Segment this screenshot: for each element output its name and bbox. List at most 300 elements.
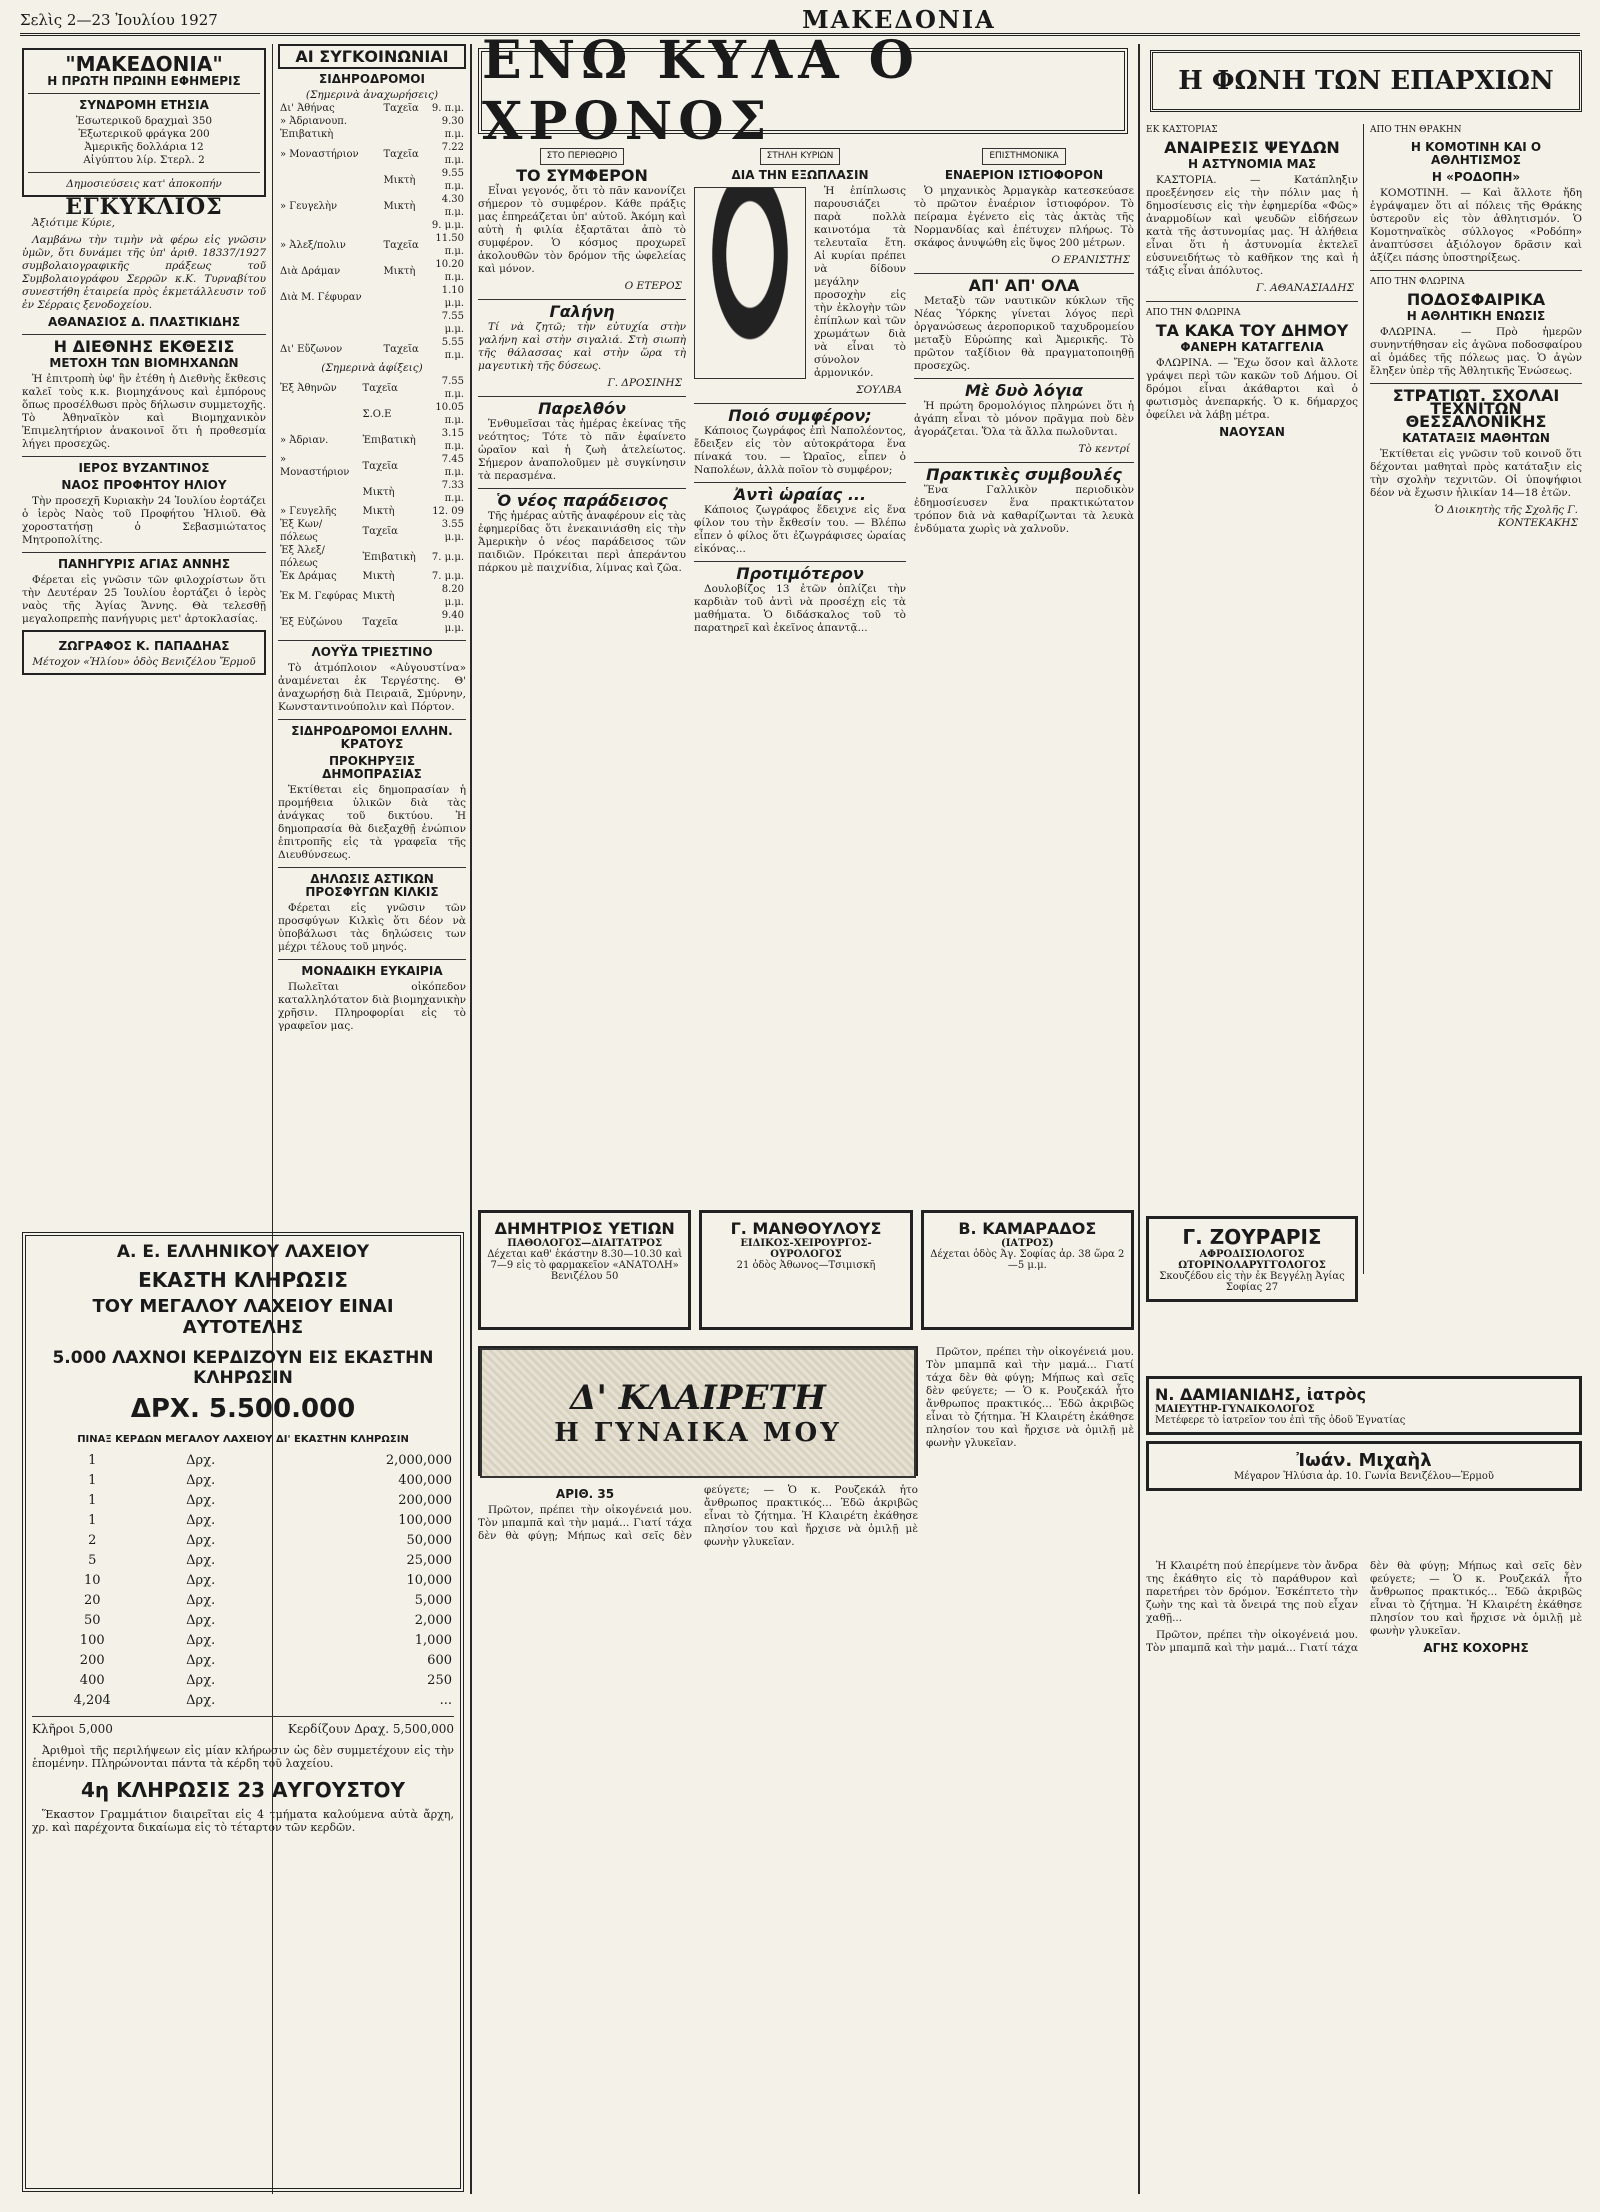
newspaper-name: ΜΑΚΕΔΟΝΙΑ <box>802 5 996 34</box>
table-row <box>32 1511 454 1531</box>
currency: Δρχ. <box>186 1553 216 1568</box>
florina2-sub: ΦΑΝΕΡΗ ΚΑΤΑΓΓΕΛΙΑ <box>1180 340 1324 354</box>
table-row <box>278 427 466 453</box>
column-2 <box>278 44 466 1222</box>
train-time: 3.55 μ.μ. <box>441 519 464 543</box>
train-type: Μικτὴ <box>383 200 416 212</box>
lottery-independent: ΤΟΥ ΜΕΓΑΛΟΥ ΛΑΧΕΙΟΥ ΕΙΝΑΙ ΑΥΤΟΤΕΛΗΣ <box>92 1296 394 1338</box>
prize-count: 1 <box>88 1453 97 1468</box>
right-col-a <box>1146 124 1358 1202</box>
prize-amount: 2,000 <box>414 1613 452 1628</box>
table-row <box>278 375 466 401</box>
train-type: Ταχεῖα <box>383 103 419 114</box>
anti-text: Κάποιος ζωγράφος ἔδειχνε εἰς ἕνα φίλον του τὴν ἔκθεσίν του. — Βλέπω εἶπεν ὁ φίλος ὅτι ἐζωγράφισες ὡραίας εἰκόνας... <box>694 504 906 555</box>
route-name <box>278 310 381 336</box>
prize-amount: 1,000 <box>414 1633 452 1648</box>
table-row <box>278 310 466 336</box>
route-name: » Ἀδριανουπ. Ἐπιβατικὴ <box>280 116 348 140</box>
lottery-tickets-win: 5.000 ΛΑΧΝΟΙ ΚΕΡΔΙΖΟΥΝ ΕΙΣ ΕΚΑΣΤΗΝ ΚΛΗΡΩΣΙΝ <box>52 1348 434 1388</box>
train-type: Ταχεῖα <box>383 343 419 355</box>
paper-info-box <box>22 48 266 197</box>
table-row <box>278 336 466 362</box>
table-row <box>278 115 466 141</box>
train-type: Μικτὴ <box>383 265 416 277</box>
florina-tag: ΑΠΟ ΤΗΝ ΦΛΩΡΙΝΑ <box>1370 277 1465 287</box>
thraki-tag: ΑΠΟ ΤΗΝ ΘΡΑΚΗΝ <box>1370 125 1462 135</box>
stratiot-sub: ΚΑΤΑΤΑΞΙΣ ΜΑΘΗΤΩΝ <box>1402 431 1550 445</box>
praktikes-title: Πρακτικὲς συμβουλές <box>926 465 1122 484</box>
a3-text: Ὁ μηχανικὸς Ἀρμαγκὰρ κατεσκεύασε τὸ πρῶτον ἐναέριον ἱστιοφόρον. Τὸ πείραμα ἐγένετο εἰς τὰς ἀκτὰς τῆς Νορμανδίας καὶ ἐπέτυχεν πλήρως. Τὸ σκάφος ἀνυψώθη εἰς ὕψος 200 μέτρων. <box>914 185 1134 249</box>
train-type <box>381 284 420 310</box>
protimotero-title: Προτιμότερον <box>736 564 864 583</box>
train-time: 9.30 π.μ. <box>441 116 464 140</box>
train-type: Ἐπιβατικὴ <box>362 434 416 446</box>
lottery-footer: Ἕκαστον Γραμμάτιον διαιρεῖται εἰς 4 τμήματα καλούμενα αὐτὰ ἄρχη, χρ. καὶ παρέχοντα δικαίωμα εἰς τὸ τέταρτον τῶν κερδῶν. <box>32 1808 454 1834</box>
center-col-b <box>694 142 906 1202</box>
tag-epistimonika: ΕΠΙΣΤΗΜΟΝΙΚΑ <box>982 148 1065 165</box>
ad-damianidis-text: Μετέφερε τὸ ἰατρεῖον του ἐπὶ τῆς ὁδοῦ Ἐγνατίας <box>1155 1415 1406 1426</box>
table-row <box>32 1651 454 1671</box>
protimotero-text: Δουλοβίζος 13 ἐτῶν ὁπλίζει τὴν καρδιὰν τοῦ ἀντὶ νὰ προσέχῃ εἰς τὰ μαθήματα. Ὁ διδάσκαλος τοῦ τὸ παρατηρεῖ καὶ ἐκεῖνος ἀπαντᾷ... <box>694 583 906 634</box>
table-row <box>278 518 466 544</box>
route-name: » Γευγελὴν <box>280 200 338 212</box>
lottery-table-title: ΠΙΝΑΞ ΚΕΡΔΩΝ ΜΕΓΑΛΟΥ ΛΑΧΕΙΟΥ ΔΙ' ΕΚΑΣΤΗΝ ΚΛΗΡΩΣΙΝ <box>77 1434 409 1445</box>
monadiki-text: Πωλεῖται οἰκόπεδον καταλληλότατον διὰ βιομηχανικὴν χρῆσιν. Πληροφορίαι εἰς τὸ γραφεῖον μας. <box>278 981 466 1032</box>
table-row <box>278 609 466 635</box>
table-row <box>278 479 466 505</box>
table-row <box>278 401 466 427</box>
train-type: Ταχεῖα <box>383 239 419 251</box>
train-type: Ταχεῖα <box>362 616 398 628</box>
diethneis-sub: ΜΕΤΟΧΗ ΤΩΝ ΒΙΟΜΗΧΑΝΩΝ <box>49 356 239 370</box>
table-row <box>278 544 466 570</box>
me-dyo-title: Μὲ δυὸ λόγια <box>965 381 1083 400</box>
train-type: Ταχεῖα <box>362 460 398 472</box>
pareldon-title: Παρελθόν <box>538 399 626 418</box>
right-ads-b <box>1146 1370 1582 1497</box>
route-name: Ἐξ Ἀθηνῶν <box>280 382 337 394</box>
diloseis-title: ΔΗΛΩΣΙΣ ΑΣΤΙΚΩΝ ΠΡΟΣΦΥΓΩΝ ΚΙΛΚΙΣ <box>305 872 439 899</box>
ad-manthoulos-role: ΕΙΔΙΚΟΣ-ΧΕΙΡΟΥΡΓΟΣ-ΟΥΡΟΛΟΓΟΣ <box>740 1238 872 1260</box>
prize-count: 1 <box>88 1513 97 1528</box>
right-ads-a <box>1146 1210 1358 1308</box>
egkyklios-title: ΕΓΚΥΚΛΙΟΣ <box>65 194 223 220</box>
table-row <box>32 1531 454 1551</box>
a1-title: ΤΟ ΣΥΜΦΕΡΟΝ <box>516 166 648 185</box>
prize-count: 1 <box>88 1473 97 1488</box>
kastoria-signature: Γ. ΑΘΑΝΑΣΙΑΔΗΣ <box>1256 282 1354 294</box>
ad-kamarados-role: (ΙΑΤΡΟΣ) <box>1000 1238 1054 1249</box>
train-type: Μικτὴ <box>362 590 395 602</box>
poio-text: Κάποιος ζωγράφος ἐπὶ Ναπολέοντος, ἔδειξεν εἰς τὸν αὐτοκράτορα ἕνα πίνακά του. — Ὡραῖος, εἶπεν ὁ Ναπολέων, ἀλλὰ ποῖον τὸ συμφέρον; <box>694 425 906 476</box>
prize-amount: 100,000 <box>398 1513 452 1528</box>
route-name: Διὰ Δράμαν <box>280 265 341 277</box>
table-row <box>278 141 466 167</box>
prize-count: 100 <box>79 1633 105 1648</box>
ad-damianidis <box>1146 1376 1582 1435</box>
panigyris-title: ΠΑΝΗΓΥΡΙΣ ΑΓΙΑΣ ΑΝΝΗΣ <box>57 557 231 571</box>
route-name: Ἐξ Εὐζώνου <box>280 616 343 628</box>
train-time: 5.55 π.μ. <box>441 337 464 361</box>
prize-amount: 25,000 <box>406 1553 452 1568</box>
currency: Δρχ. <box>186 1613 216 1628</box>
train-type: Ταχεῖα <box>362 525 398 537</box>
zografou-text: Μέτοχον «Ἡλίου» ὁδὸς Βενιζέλου Ἔρμοῦ <box>32 656 256 668</box>
a1-text: Εἶναι γεγονός, ὅτι τὸ πᾶν κανονίζει σήμερον τὸ συμφέρον. Κάθε πράξις μας ἐπηρεάζεται ὑπ' αὐτοῦ. Ἀκόμη καὶ αὐτὴ ἡ φιλία ἐξαρτᾶται ἀπὸ τὸ συμφέρον. Ὁ κόσμος προχωρεῖ ἀκολουθῶν τὸν δρόμον τῆς ὠφελείας καὶ μόνον. <box>478 185 686 275</box>
florina2-title: ΤΑ ΚΑΚΑ ΤΟΥ ΔΗΜΟΥ <box>1155 321 1349 340</box>
lottery-amount: ΔΡΧ. 5.500.000 <box>130 1394 356 1424</box>
kastoria-tag: ΕΚ ΚΑΣΤΟΡΙΑΣ <box>1146 125 1218 135</box>
route-name: » Ἀλεξ/πολιν <box>280 239 346 251</box>
table-row <box>278 193 466 219</box>
prize-count: 200 <box>79 1653 105 1668</box>
neos-title: Ὁ νέος παράδεισος <box>496 491 668 510</box>
anti-title: Ἀντὶ ὡραίας ... <box>733 485 867 504</box>
route-name: Δι' Εὔζωνον <box>280 343 343 355</box>
subscription-title: ΣΥΝΔΡΟΜΗ ΕΤΗΣΙΑ <box>79 98 209 112</box>
train-time: 10.20 π.μ. <box>435 259 464 283</box>
ad-yetis-role: ΠΑΘΟΛΟΓΟΣ—ΔΙΑΙΤΑΤΡΟΣ <box>507 1238 663 1249</box>
ad-manthoulos <box>699 1210 912 1330</box>
ad-michail-name: Ἰωάν. Μιχαὴλ <box>1296 1450 1432 1471</box>
ad-manthoulos-name: Γ. ΜΑΝΘΟΥΛΟΥΣ <box>730 1219 882 1238</box>
right-serial-block <box>1146 1560 1582 2196</box>
center-col-a <box>478 142 686 1202</box>
train-time: 9.55 π.μ. <box>441 168 464 192</box>
florina2-tag: ΑΠΟ ΤΗΝ ΦΛΩΡΙΝΑ <box>1146 308 1241 318</box>
ieros-sub: ΝΑΟΣ ΠΡΟΦΗΤΟΥ ΗΛΙΟΥ <box>61 478 227 492</box>
train-time: 4.30 π.μ. <box>441 194 464 218</box>
ap-ola-title: ΑΠ' ΑΠ' ΟΛΑ <box>968 276 1080 295</box>
ad-kamarados-name: Β. ΚΑΜΑΡΑΔΟΣ <box>958 1219 1097 1238</box>
currency: Δρχ. <box>186 1473 216 1488</box>
train-type: Σ.Ο.Ε <box>362 408 392 420</box>
kastoria-title: ΑΝΑΙΡΕΣΙΣ ΨΕΥΔΩΝ <box>1164 138 1340 157</box>
currency: Δρχ. <box>186 1493 216 1508</box>
train-time: 10.05 π.μ. <box>435 402 464 426</box>
serial-logo: Δ' ΚΛΑΙΡΕΤΗ <box>570 1378 826 1418</box>
tag-periorio: ΣΤΟ ΠΕΡΙΘΩΡΙΟ <box>540 148 625 165</box>
thraki-title: Η ΚΟΜΟΤΙΝΗ ΚΑΙ Ο ΑΘΛΗΤΙΣΜΟΣ <box>1410 140 1542 167</box>
currency: Δρχ. <box>186 1453 216 1468</box>
prize-count: 50 <box>83 1613 101 1628</box>
currency: Δρχ. <box>186 1533 216 1548</box>
rail-title: ΣΙΔΗΡΟΔΡΟΜΟΙ <box>319 72 425 86</box>
lottery-total-value: Κερδίζουν Δραχ. 5,500,000 <box>287 1722 454 1736</box>
train-time: 7.45 π.μ. <box>441 454 464 478</box>
serial-banner <box>478 1346 918 1476</box>
provinces-banner: Η ΦΩΝΗ ΤΩΝ ΕΠΑΡΧΙΩΝ <box>1150 50 1582 112</box>
route-name: Ἐξ Ἀλεξ/πόλεως <box>280 545 325 569</box>
train-time: 9. π.μ. <box>431 103 464 114</box>
stratiot-text: Ἐκτίθεται εἰς γνῶσιν τοῦ κοινοῦ ὅτι δέχονται μαθηταὶ πρὸς κατάταξιν εἰς τὴν σχολὴν τεχνιτῶν. Οἱ ὑποψήφιοι δέον νὰ ἔχωσιν ἡλικίαν 14—18 ἐτῶν. <box>1370 448 1582 499</box>
currency: Δρχ. <box>186 1653 216 1668</box>
table-row <box>32 1631 454 1651</box>
ad-damianidis-name: Ν. ΔΑΜΙΑΝΙΔΗΣ, ἰατρὸς <box>1155 1385 1367 1404</box>
train-type <box>381 115 420 141</box>
a1-signature: Ο ΕΤΕΡΟΣ <box>624 280 682 292</box>
table-row <box>32 1491 454 1511</box>
train-time: 3.15 π.μ. <box>441 428 464 452</box>
prize-count: 1 <box>88 1493 97 1508</box>
kastoria-sub: Η ΑΣΤΥΝΟΜΙΑ ΜΑΣ <box>1187 157 1317 171</box>
ieros-text: Τὴν προσεχῆ Κυριακὴν 24 Ἰουλίου ἑορτάζει ὁ ἱερὸς Ναὸς τοῦ Προφήτου Ἠλιοῦ. Θὰ χοροστατήσῃ ὁ Σεβασμιώτατος Μητροπολίτης. <box>22 495 266 546</box>
sub-line: Ἐσωτερικοῦ δραχμαὶ 350 <box>75 115 213 127</box>
train-time: 8.20 μ.μ. <box>441 584 464 608</box>
route-name <box>278 479 361 505</box>
florina-title: ΠΟΔΟΣΦΑΙΡΙΚΑ <box>1406 290 1546 309</box>
me-dyo-text: Ἡ πρώτη δρομολόγιος πληρώνει ὅτι ἡ ἀγάπη εἶναι τὸ μόνον πρᾶγμα ποὺ δὲν ἀγοράζεται. Ὅλα τὰ ἄλλα πωλοῦνται. <box>914 400 1134 438</box>
table-row <box>278 505 466 518</box>
train-time: 7.22 π.μ. <box>441 142 464 166</box>
column-rule <box>1138 44 1140 2194</box>
ad-yetis-text: Δέχεται καθ' ἑκάστην 8.30—10.30 καὶ 7—9 εἰς τὸ φαρμακεῖον «ΑΝΑΤΟΛΗ» Βενιζέλου 50 <box>487 1249 683 1282</box>
paper-box-sub: Η ΠΡΩΤΗ ΠΡΩΙΝΗ ΕΦΗΜΕΡΙΣ <box>47 74 241 88</box>
page-date: Σελὶς 2—23 Ἰουλίου 1927 <box>20 10 218 29</box>
prize-count: 20 <box>83 1593 101 1608</box>
ad-zouraris <box>1146 1216 1358 1302</box>
currency: Δρχ. <box>186 1673 216 1688</box>
route-name: Ἐκ Δράμας <box>280 571 337 582</box>
route-name: Διὰ Μ. Γέφυραν <box>280 291 362 303</box>
route-name: Ἐκ Μ. Γεφύρας <box>280 590 358 602</box>
route-name: Δι' Ἀθήνας <box>280 103 335 114</box>
route-name <box>278 167 381 193</box>
ad-michail <box>1146 1441 1582 1491</box>
route-name: » Ἀδριαν. <box>280 434 329 446</box>
serial-illustration <box>480 1348 916 1478</box>
route-name <box>278 401 361 427</box>
train-time: 11.50 π.μ. <box>435 233 464 257</box>
lottery-note: Ἀριθμοὶ τῆς περιλήψεων εἰς μίαν κλήρωσιν ὡς δὲν συμμετέχουν εἰς τὴν ἑπομένην. Πληρώνονται πάντα τὰ κέρδη τοῦ λαχείου. <box>32 1744 454 1770</box>
table-row <box>278 258 466 284</box>
prize-amount: 600 <box>427 1653 452 1668</box>
zografou-ad <box>22 630 266 675</box>
thraki-sub: Η «ΡΟΔΟΠΗ» <box>1431 170 1521 184</box>
table-row <box>278 453 466 479</box>
column-rule <box>1363 124 1364 1274</box>
table-row <box>32 1611 454 1631</box>
train-type <box>381 219 420 232</box>
train-type: Μικτὴ <box>362 486 395 498</box>
egkyklios-text: Λαμβάνω τὴν τιμὴν νὰ φέρω εἰς γνῶσιν ὑμῶν, ὅτι δυνάμει τῆς ὑπ' ἀριθ. 18337/1927 συμβολαιογραφικῆς πράξεως τοῦ Συμβολαιογράφου Σερρῶν κ.Κ. Τυρναβίτου συνεστήθη ἑταιρεία πρὸς ἐκμετάλλευσιν τοῦ ἐν Σέρραις ξενοδοχείου. <box>22 234 266 311</box>
currency: Δρχ. <box>186 1693 216 1708</box>
triestino-title: ΛΟΥΫΔ ΤΡΙΕΣΤΙΝΟ <box>311 645 433 659</box>
florina2-text: ΦΛΩΡΙΝΑ. — Ἔχω ὅσον καὶ ἄλλοτε γράψει περὶ τῶν κακῶν τοῦ Δήμου. Οἱ δρόμοι εἶναι ἀκάθαρτοι καὶ ὁ φωτισμὸς ἀνεπαρκής. Ὁ κ. δήμαρχος ὀφείλει νὰ λάβῃ μέτρα. <box>1146 357 1358 421</box>
diethneis-text: Ἡ ἐπιτροπὴ ὑφ' ἣν ἐτέθη ἡ Διεθνὴς ἔκθεσις καλεῖ τοὺς κ.κ. βιομηχάνους καὶ ἐμπόρους ὅπως προσέλθωσι πρὸς δήλωσιν συμμετοχῆς. Τὸ Ἀθηναϊκὸν καὶ Βιομηχανικὸν Ἐπιμελητήριον ἀνακοινοῖ ὅτι ἡ προθεσμία λήγει προσεχῶς. <box>22 373 266 450</box>
galini-signature: Γ. ΔΡΟΣΙΝΗΣ <box>607 377 682 389</box>
serial-text: Πρῶτον, πρέπει τὴν οἰκογένειά μου. Τὸν μπαμπᾶ καὶ τὴν μαμά... Γιατί τάχα δὲν θὰ φύγῃ; Μήπως καὶ σεῖς δὲν φεύγετε; — Ὁ κ. Ρουζεκάλ ἦτο ἄνθρωπος πρακτικός... Ἐδῶ ἀκριβῶς εἶναι τὸ ζήτημα. Ἡ Κλαιρέτη ἐκάθησε πλησίον του καὶ ἤρχισε νὰ ὁμιλῇ μὲ φωνὴν γλυκεῖαν. <box>478 1484 918 1548</box>
train-time: 9.40 μ.μ. <box>441 610 464 634</box>
center-col-c <box>914 142 1134 1202</box>
route-name: Ἐξ Κων/πόλεως <box>280 519 323 543</box>
naousa-tag: ΝΑΟΥΣΑΝ <box>1219 425 1285 439</box>
rail-sub-arrivals: (Σημερινὰ ἀφίξεις) <box>321 362 423 374</box>
train-time: 7.33 π.μ. <box>441 480 464 504</box>
ap-ola-text: Μεταξὺ τῶν ναυτικῶν κύκλων τῆς Νέας Ὑόρκης γίνεται λόγος περὶ ὀργανώσεως ἀεροπορικοῦ ταχυδρομείου μεταξὺ Εὐρώπης καὶ Ἀμερικῆς. Τὸ πρῶτον ταξίδιον θὰ πραγματοποιηθῇ προσεχῶς. <box>914 295 1134 372</box>
signature: ΑΘΑΝΑΣΙΟΣ Δ. ΠΛΑΣΤΙΚΙΔΗΣ <box>47 315 241 329</box>
ad-michail-text: Μέγαρον Ἡλύσια ἀρ. 10. Γωνία Βενιζέλου—Ἑρμοῦ <box>1234 1471 1494 1482</box>
monadiki-title: ΜΟΝΑΔΙΚΗ ΕΥΚΑΙΡΙΑ <box>301 964 443 978</box>
florina-text: ΦΛΩΡΙΝΑ. — Πρὸ ἡμερῶν συνηντήθησαν εἰς ἀγῶνα ποδοσφαίρου αἱ ὁμάδες τῆς πόλεως μας. Ὁ ἀγὼν ἔληξεν ὑπὲρ τῆς Ἀθλητικῆς Ἑνώσεως. <box>1370 326 1582 377</box>
ad-zouraris-text: Σκουζέδου εἰς τὴν ἐκ Βεγγέλῃ Ἀγίας Σοφίας 27 <box>1159 1271 1345 1293</box>
lottery-total-label: Κλῆροι 5,000 <box>32 1722 113 1736</box>
train-time: 7. μ.μ. <box>431 571 464 582</box>
center-banner: ΕΝΩ ΚΥΛΑ Ο ΧΡΟΝΟΣ <box>478 48 1128 134</box>
a2-text: Ἡ ἐπίπλωσις παρουσιάζει παρὰ πολλὰ καινοτόμα τὰ τελευταῖα ἔτη. Αἱ κυρίαι πρέπει νὰ δίδουν μεγάλην προσοχὴν εἰς τὴν ἐκλογὴν τῶν ἐπίπλων καὶ τῶν χρωμάτων διὰ νὰ εἶναι τὸ σύνολον ἁρμονικόν. <box>814 185 906 379</box>
transport-header: ΑΙ ΣΥΓΚΟΙΝΩΝΙΑΙ <box>278 44 466 69</box>
prize-count: 4,204 <box>73 1693 111 1708</box>
train-time: 9. μ.μ. <box>431 220 464 231</box>
table-row <box>32 1451 454 1471</box>
prize-amount: 400,000 <box>398 1473 452 1488</box>
table-row <box>278 167 466 193</box>
tag-kyrion: ΣΤΗΛΗ ΚΥΡΙΩΝ <box>760 148 841 165</box>
center-ads-row <box>478 1210 1134 1330</box>
ad-zouraris-name: Γ. ΖΟΥΡΑΡΙΣ <box>1182 1225 1322 1249</box>
column-rule <box>470 44 472 2194</box>
train-time: 1.10 μ.μ. <box>441 285 464 309</box>
arrivals-table <box>278 375 466 635</box>
stratiot-title: ΣΤΡΑΤΙΩΤ. ΣΧΟΛΑΙ ΤΕΧΝΙΤΩΝ ΘΕΣΣΑΛΟΝΙΚΗΣ <box>1392 386 1560 431</box>
egkyklios-greeting: Ἀξιότιμε Κύριε, <box>32 217 116 229</box>
right-serial-text: Ἡ Κλαιρέτη πού ἐπερίμενε τὸν ἄνδρα της ἐκάθητο εἰς τὸ παράθυρον καὶ παρετήρει τὸν δρόμον. Ἐσκέπτετο τὴν ζωὴν της καὶ τὰ ὄνειρά της ποὺ εἶχαν χαθῇ... <box>1146 1560 1358 1624</box>
departures-table <box>278 102 466 362</box>
stratiot-signature: Ὁ Διοικητὴς τῆς Σχολῆς Γ. ΚΟΝΤΕΚΑΚΗΣ <box>1434 504 1578 529</box>
lottery-table <box>32 1451 454 1711</box>
woman-portrait-illustration <box>694 187 806 379</box>
sidirodromoi-text: Ἐκτίθεται εἰς δημοπρασίαν ἡ προμήθεια ὑλικῶν διὰ τὰς ἀνάγκας τοῦ δικτύου. Ἡ δημοπρασία θὰ διεξαχθῇ ἐνώπιον ἐπιτροπῆς εἰς τὰ γραφεῖα τῆς Διευθύνσεως. <box>278 784 466 861</box>
triestino-text: Τὸ ἀτμόπλοιον «Αὐγουστίνα» ἀναμένεται ἐκ Τεργέστης. Θ' ἀναχωρήσῃ διὰ Πειραιᾶ, Σμύρνην, Κωνσταντινούπολιν καὶ Πόρτον. <box>278 662 466 713</box>
ad-kamarados <box>921 1210 1134 1330</box>
lottery-total <box>32 1722 454 1736</box>
diloseis-text: Φέρεται εἰς γνῶσιν τῶν προσφύγων Κιλκὶς ὅτι δέον νὰ ὑποβάλωσι τὰς δηλώσεις των μέχρι τέλους τοῦ μηνός. <box>278 902 466 953</box>
train-time: 7. μ.μ. <box>431 551 464 563</box>
currency: Δρχ. <box>186 1573 216 1588</box>
thraki-text: ΚΟΜΟΤΙΝΗ. — Καὶ ἄλλοτε ἤδη ἐγράψαμεν ὅτι αἱ πόλεις τῆς Θράκης ὑστεροῦν εἰς τὸν ἀθλητισμόν. Ὁ Κομοτηναϊκὸς σύλλογος «Ροδόπη» ἀναπτύσσει ἀξιόλογον δρᾶσιν καὶ ἀξίζει πάσης ὑποστηρίξεως. <box>1370 187 1582 264</box>
train-type: Ἐπιβατικὴ <box>362 551 416 563</box>
serial-continued-text: Πρῶτον, πρέπει τὴν οἰκογένειά μου. Τὸν μπαμπᾶ καὶ τὴν μαμά... Γιατί τάχα δὲν θὰ φύγῃ; Μήπως καὶ σεῖς δὲν φεύγετε; — Ὁ κ. Ρουζεκάλ ἦτο ἄνθρωπος πρακτικός... Ἐδῶ ἀκριβῶς εἶναι τὸ ζήτημα. Ἡ Κλαιρέτη ἐκάθησε πλησίον του καὶ ἤρχισε νὰ ὁμιλῇ μὲ φωνὴν γλυκεῖαν. <box>926 1346 1134 1449</box>
right-serial-signature: ΑΓΗΣ ΚΟΧΟΡΗΣ <box>1423 1641 1529 1655</box>
train-type <box>381 310 420 336</box>
a2-signature: ΣΟΥΛΒΑ <box>856 384 902 396</box>
train-type: Ταχεῖα <box>383 148 419 160</box>
table-row <box>278 570 466 583</box>
lottery-draw-date: 4η ΚΛΗΡΩΣΙΣ 23 ΑΥΓΟΥΣΤΟΥ <box>81 1778 405 1802</box>
lottery-company: Α. Ε. ΕΛΛΗΝΙΚΟΥ ΛΑΧΕΙΟΥ <box>116 1242 370 1262</box>
poio-title: Ποιό συμφέρον; <box>728 406 872 425</box>
table-row <box>32 1551 454 1571</box>
sidirodromoi-title: ΣΙΔΗΡΟΔΡΟΜΟΙ ΕΛΛΗΝ. ΚΡΑΤΟΥΣ <box>291 724 453 751</box>
table-row <box>32 1571 454 1591</box>
route-name: » Μοναστήριον <box>280 148 359 160</box>
serial-title: Η ΓΥΝΑΙΚΑ ΜΟΥ <box>554 1418 842 1448</box>
train-time: 7.55 μ.μ. <box>441 311 464 335</box>
route-name: » Γευγελῆς <box>280 506 337 517</box>
kastoria-text: ΚΑΣΤΟΡΙΑ. — Κατάπληξιν προεξένησεν εἰς τὴν πόλιν μας ἡ δημοσίευσις εἰς τὴν ἐφημερίδα «Φῶς» ἀναρμοδίων καὶ ψευδῶν εἰδήσεων κατὰ τῆς ἀστυνομίας μας. Ἡ ἀλήθεια εἶναι ὅτι ἡ ἀστυνομία ἐκτελεῖ εὐσυνειδήτως τὸ καθῆκον της καὶ ἡ τάξις εἶναι ἀπόλυτος. <box>1146 174 1358 277</box>
prize-amount: 5,000 <box>414 1593 452 1608</box>
column-1 <box>22 44 266 1222</box>
table-row <box>278 284 466 310</box>
lottery-ad <box>22 1232 464 2192</box>
lottery-each-draw: ΕΚΑΣΤΗ ΚΛΗΡΩΣΙΣ <box>138 1268 348 1292</box>
right-col-b <box>1370 124 1582 1202</box>
prize-count: 5 <box>88 1553 97 1568</box>
paper-box-title: "ΜΑΚΕΔΟΝΙΑ" <box>65 52 223 76</box>
prize-amount: 10,000 <box>406 1573 452 1588</box>
train-type: Μικτὴ <box>362 571 395 582</box>
table-row <box>278 232 466 258</box>
ads-note: Δημοσιεύσεις κατ' ἀποκοπήν <box>66 178 222 190</box>
prize-count: 2 <box>88 1533 97 1548</box>
ad-damianidis-role: ΜΑΙΕΥΤΗΡ-ΓΥΝΑΙΚΟΛΟΓΟΣ <box>1155 1404 1315 1415</box>
prize-amount: 2,000,000 <box>385 1453 452 1468</box>
me-dyo-signature: Τὸ κεντρί <box>1078 443 1130 455</box>
table-row <box>32 1691 454 1711</box>
serial-continued <box>926 1346 1134 2196</box>
prize-amount: 50,000 <box>406 1533 452 1548</box>
zografou-title: ΖΩΓΡΑΦΟΣ Κ. ΠΑΠΑΔΗΑΣ <box>58 639 230 653</box>
train-type: Μικτὴ <box>383 174 416 186</box>
a3-title: ΕΝΑΕΡΙΟΝ ΙΣΤΙΟΦΟΡΟΝ <box>944 168 1104 182</box>
pareldon-text: Ἐνθυμεῖσαι τὰς ἡμέρας ἐκείνας τῆς νεότητος; Τότε τὸ πᾶν ἐφαίνετο ὡραῖον καὶ ἡ ζωὴ ἀτελείωτος. Σήμερον ἀναπολοῦμεν μὲ συγκίνησιν τὰ περασμένα. <box>478 418 686 482</box>
table-row <box>32 1471 454 1491</box>
train-type: Μικτὴ <box>362 506 395 517</box>
table-row <box>278 102 466 115</box>
sub-line: Ἀμερικῆς δολλάρια 12 <box>84 141 204 153</box>
currency: Δρχ. <box>186 1593 216 1608</box>
galini-text: Τί νὰ ζητῶ; τὴν εὐτυχία στὴν γαλήνη καὶ στὴν σιγαλιά. Στὴ σιωπὴ τῆς θάλασσας καὶ στὴν ὥρα τὴ μαγευτικὴ τῆς δύσεως. <box>478 321 686 372</box>
table-row <box>32 1591 454 1611</box>
prize-amount: 200,000 <box>398 1493 452 1508</box>
prize-amount: ... <box>439 1693 452 1708</box>
galini-title: Γαλήνη <box>549 302 615 321</box>
ad-manthoulos-text: 21 ὁδὸς Ἀθωνος—Τσιμισκῆ <box>736 1260 876 1271</box>
a3-signature: Ο ΕΡΑΝΙΣΤΗΣ <box>1051 254 1130 266</box>
neos-text: Τῆς ἡμέρας αὐτῆς ἀναφέρουν εἰς τὰς ἐφημερίδας ὅτι ἐνεκαινιάσθη εἰς τὴν Ἀμερικὴν ὁ νέος παράδεισος τῶν παιδιῶν. Πρόκειται περὶ ἀπεράντου πάρκου μὲ παιχνίδια, λίμνας καὶ ζῶα. <box>478 510 686 574</box>
panigyris-text: Φέρεται εἰς γνῶσιν τῶν φιλοχρίστων ὅτι τὴν Δευτέραν 25 Ἰουλίου ἑορτάζει ὁ ἱερὸς ναὸς τῆς Ἁγίας Ἄννης. Θὰ τελεσθῇ μεγαλοπρεπὴς πανήγυρις μετ' ἀρτοκλασίας. <box>22 574 266 625</box>
table-row <box>278 583 466 609</box>
ad-yetis <box>478 1210 691 1330</box>
serial-text-block <box>478 1484 918 2196</box>
right-serial-text-2: Πρῶτον, πρέπει τὴν οἰκογένειά μου. Τὸν μπαμπᾶ καὶ τὴν μαμά... Γιατί τάχα δὲν θὰ φύγῃ; Μήπως καὶ σεῖς δὲν φεύγετε; — Ὁ κ. Ρουζεκάλ ἦτο ἄνθρωπος πρακτικός... Ἐδῶ ἀκριβῶς εἶναι τὸ ζήτημα. Ἡ Κλαιρέτη ἐκάθησε πλησίον του καὶ ἤρχισε νὰ ὁμιλῇ μὲ φωνὴν γλυκεῖαν. <box>1146 1560 1582 1654</box>
ad-yetis-name: ΔΗΜΗΤΡΙΟΣ ΥΕΤΙΩΝ <box>494 1219 675 1238</box>
train-type: Ταχεῖα <box>362 382 398 394</box>
serial-number: ΑΡΙΘ. 35 <box>555 1487 615 1501</box>
ad-kamarados-text: Δέχεται ὁδὸς Ἀγ. Σοφίας ἀρ. 38 ὥρα 2—5 μ.μ. <box>930 1249 1125 1271</box>
prize-count: 10 <box>83 1573 101 1588</box>
train-time: 12. 09 <box>432 506 464 517</box>
sidirodromoi-sub: ΠΡΟΚΗΡΥΞΙΣ ΔΗΜΟΠΡΑΣΙΑΣ <box>322 754 422 781</box>
currency: Δρχ. <box>186 1633 216 1648</box>
florina-sub: Η ΑΘΛΗΤΙΚΗ ΕΝΩΣΙΣ <box>1406 309 1546 323</box>
rail-sub-departures: (Σημερινὰ ἀναχωρήσεις) <box>305 89 439 101</box>
diethneis-title: Η ΔΙΕΘΝΗΣ ΕΚΘΕΣΙΣ <box>53 337 235 356</box>
table-row <box>32 1671 454 1691</box>
sub-line: Ἐξωτερικοῦ φράγκα 200 <box>78 128 210 140</box>
praktikes-text: Ἕνα Γαλλικὸν περιοδικὸν ἐδημοσίευσεν ἕνα πρακτικώτατον τρόπον διὰ νὰ καθαρίζωνται τὰ λευκὰ ἐνδύματα χωρὶς νὰ χαλνοῦν. <box>914 484 1134 535</box>
prize-count: 400 <box>79 1673 105 1688</box>
route-name <box>278 219 381 232</box>
prize-amount: 250 <box>427 1673 452 1688</box>
ieros-title: ΙΕΡΟΣ ΒΥΖΑΝΤΙΝΟΣ <box>78 461 210 475</box>
ad-zouraris-role: ΑΦΡΟΔΙΣΙΟΛΟΓΟΣ ΩΤΟΡΙΝΟΛΑΡΥΓΓΟΛΟΓΟΣ <box>1178 1249 1326 1271</box>
table-row <box>278 219 466 232</box>
a2-title: ΔΙΑ ΤΗΝ ΕΞΩΠΛΑΣΙΝ <box>731 168 869 182</box>
train-time: 7.55 π.μ. <box>441 376 464 400</box>
sub-line: Αἰγύπτου λίρ. Στερλ. 2 <box>83 154 205 166</box>
route-name: » Μοναστήριον <box>280 454 350 478</box>
